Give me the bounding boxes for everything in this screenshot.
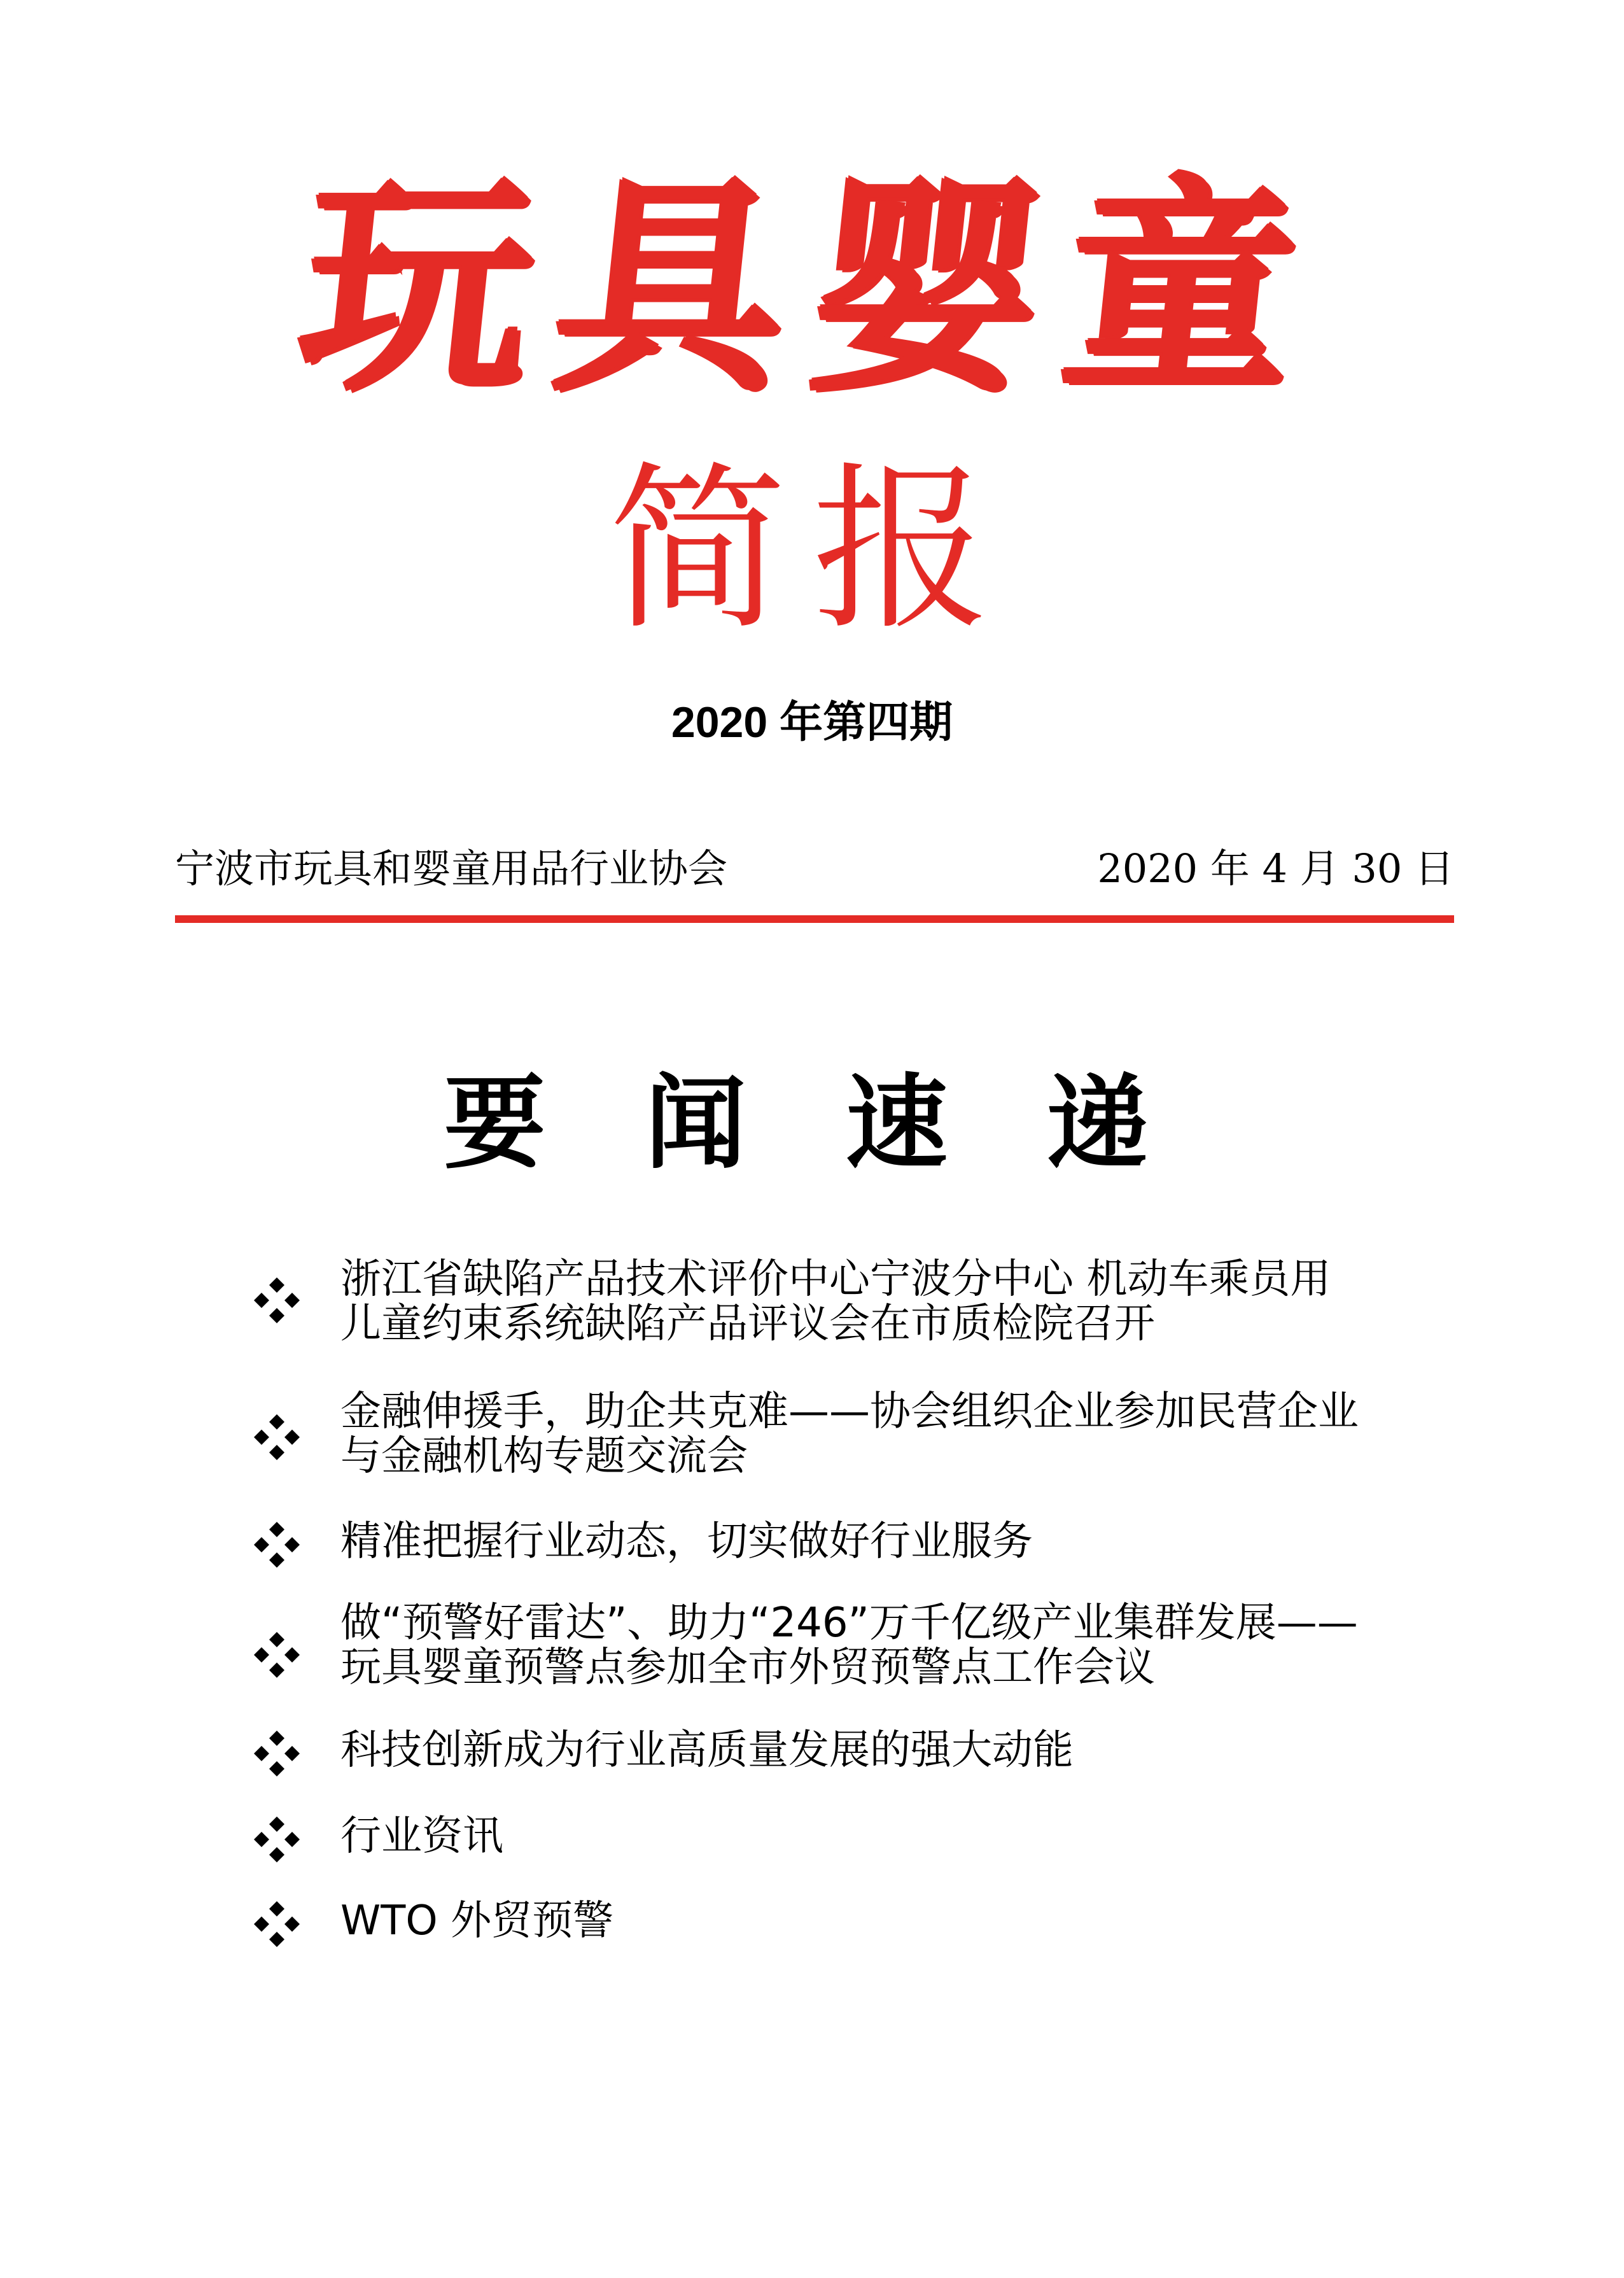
headline-line: 做“预警好雷达”、助力“246”万千亿级产业集群发展—— [340, 1600, 1358, 1647]
headline-line: WTO 外贸预警 [340, 1897, 614, 1944]
headline-text [340, 1389, 1460, 1479]
diamond-cluster-bullet-icon [251, 1629, 302, 1680]
headline-line: 儿童约束系统缺陷产品评议会在市质检院召开 [340, 1300, 1155, 1347]
headline-text [340, 1519, 1460, 1564]
headline-line: 精准把握行业动态，切实做好行业服务 [340, 1518, 1033, 1565]
diamond-cluster-bullet-icon [251, 1275, 302, 1326]
diamond-cluster-bullet-icon [251, 1519, 302, 1570]
headline-line: 浙江省缺陷产品技术评价中心宁波分中心 机动车乘员用 [340, 1256, 1331, 1303]
headline-line: 玩具婴童预警点参加全市外贸预警点工作会议 [340, 1644, 1155, 1691]
diamond-cluster-bullet-icon [251, 1728, 302, 1779]
masthead-subtitle: 简报 [608, 447, 1016, 654]
headline-text [340, 1814, 1460, 1859]
headline-text [340, 1601, 1460, 1690]
headline-line: 金融伸援手，助企共克难——协会组织企业参加民营企业 [340, 1388, 1359, 1435]
headline-line: 与金融机构专题交流会 [340, 1433, 748, 1480]
diamond-cluster-bullet-icon [251, 1814, 302, 1865]
headline-line: 科技创新成为行业高质量发展的强大动能 [340, 1727, 1074, 1774]
headline-line: 行业资讯 [340, 1813, 503, 1860]
issue-number: 2020 年第四期 [671, 698, 953, 747]
headline-list [251, 0, 1460, 2278]
headline-text [340, 1899, 1460, 1943]
section-heading: 要 闻 速 递 [444, 1064, 1180, 1183]
headline-text [340, 1257, 1460, 1346]
publish-date: 2020 年 4 月 30 日 [1097, 845, 1454, 892]
diamond-cluster-bullet-icon [251, 1412, 302, 1463]
diamond-cluster-bullet-icon [251, 1899, 302, 1950]
headline-text [340, 1728, 1460, 1773]
publisher-name: 宁波市玩具和婴童用品行业协会 [175, 845, 728, 892]
masthead-title: 玩具婴童 [288, 151, 1336, 421]
